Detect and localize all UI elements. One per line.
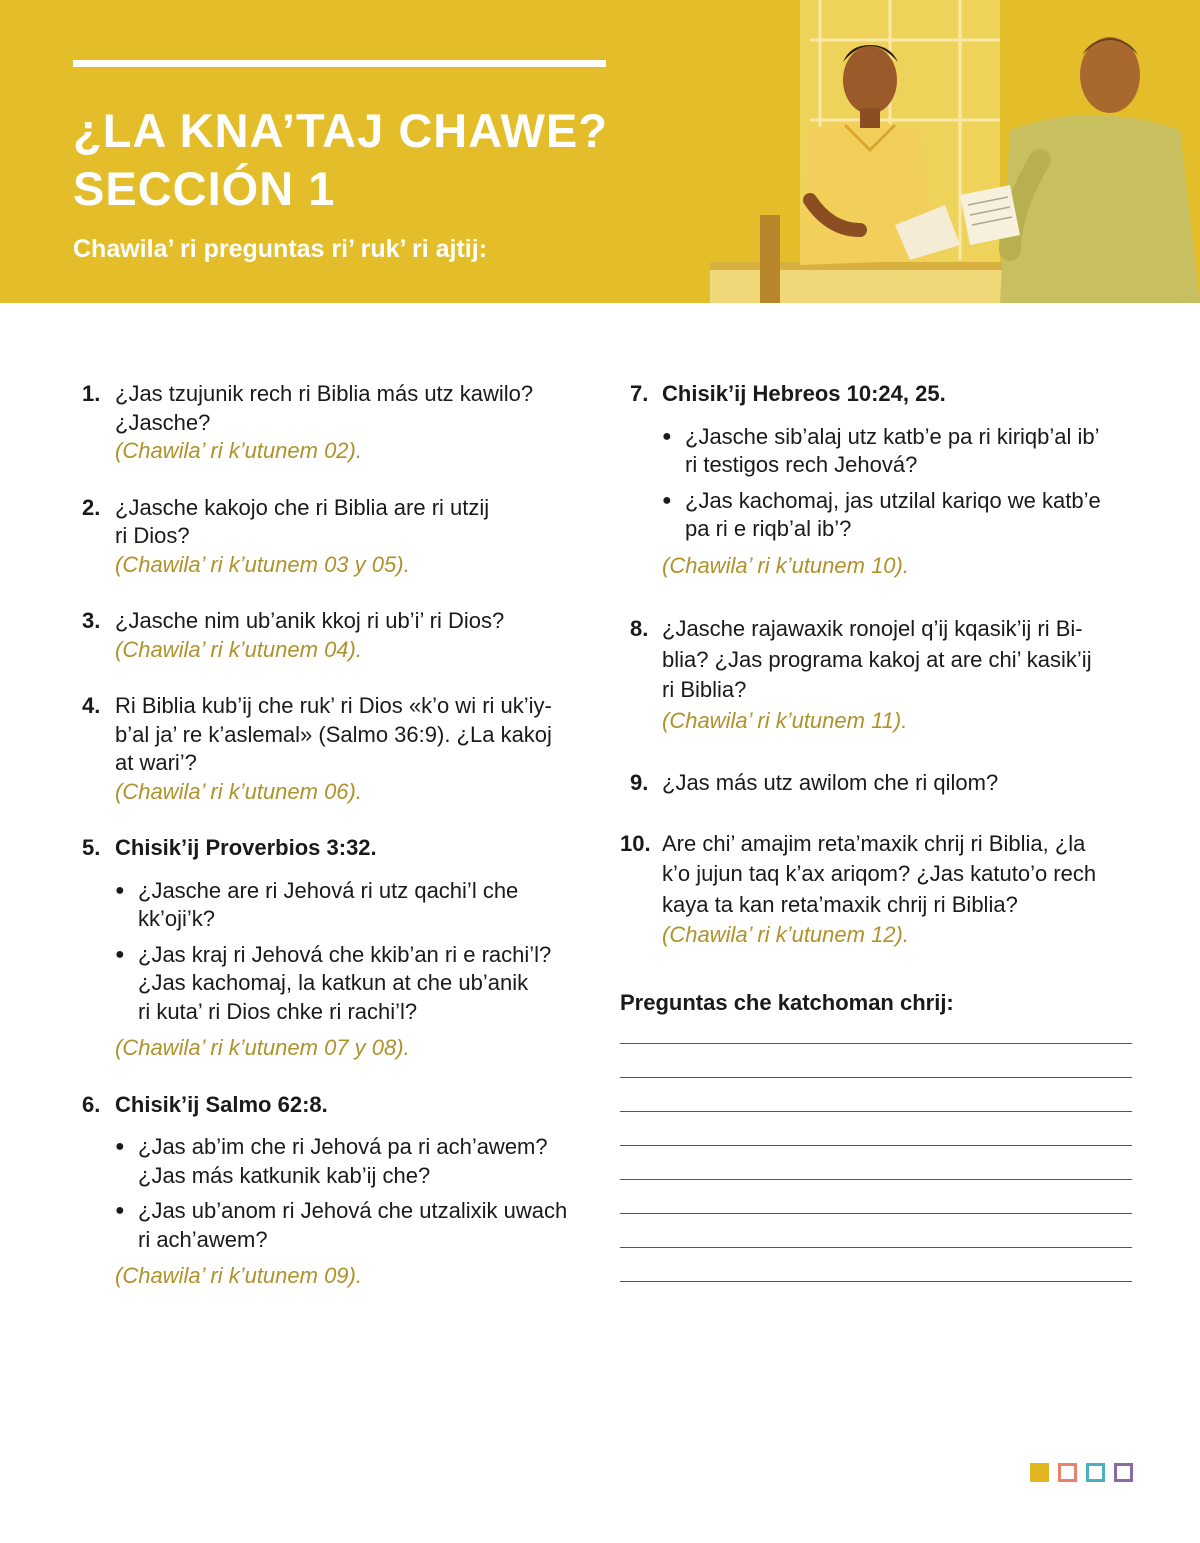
lesson-reference: (Chawila’ ri k’utunem 03 y 05). xyxy=(115,551,410,577)
title-line-1: ¿LA KNA’TAJ CHAWE? xyxy=(73,104,608,157)
question-3 xyxy=(80,607,590,664)
question-text: ri Dios? xyxy=(115,523,190,548)
bullet-text: ri testigos rech Jehová? xyxy=(685,452,918,477)
filled-square-icon xyxy=(1030,1463,1049,1482)
notes-title: Preguntas che katchoman chrij: xyxy=(620,989,954,1015)
questions-right-column xyxy=(620,380,1140,1282)
lesson-reference: (Chawila’ ri k’utunem 04). xyxy=(115,636,362,662)
question-7 xyxy=(620,380,1140,580)
question-number: 3. xyxy=(82,608,101,633)
two-men-studying-illustration xyxy=(710,0,1200,303)
lesson-reference: (Chawila’ ri k’utunem 11). xyxy=(662,707,908,733)
question-number: 2. xyxy=(82,494,101,520)
lesson-reference: (Chawila’ ri k’utunem 07 y 08). xyxy=(115,1035,410,1060)
header-banner xyxy=(0,0,1200,303)
note-writing-line[interactable] xyxy=(620,1247,1132,1248)
bullet-list xyxy=(115,1133,590,1254)
bullet-text: ri ach’awem? xyxy=(138,1226,268,1252)
lesson-reference: (Chawila’ ri k’utunem 06). xyxy=(115,778,362,804)
question-8 xyxy=(620,614,1140,736)
question-heading: Chisik’ij Proverbios 3:32. xyxy=(115,835,377,860)
lesson-reference: (Chawila’ ri k’utunem 12). xyxy=(662,922,909,947)
outline-square-icon xyxy=(1058,1463,1077,1482)
question-number: 9. xyxy=(630,770,649,795)
bullet-item xyxy=(662,487,1140,544)
question-text: at wari’? xyxy=(115,750,197,775)
page-title xyxy=(73,102,608,218)
decorative-squares xyxy=(1030,1463,1133,1482)
bullet-text: ¿Jas más katkunik kab’ij che? xyxy=(138,1162,431,1188)
question-text: ¿Jasche nim ub’anik kkoj ri ub’i’ ri Dios? xyxy=(115,608,505,633)
note-writing-line[interactable] xyxy=(620,1281,1132,1282)
bullet-item xyxy=(115,1133,590,1190)
bullet-item xyxy=(115,1197,590,1254)
outline-square-icon xyxy=(1114,1463,1133,1482)
bullet-text: ● ¿Jas kachomaj, jas utzilal kariqo we katb’e xyxy=(685,487,1101,513)
question-text: ¿Jasche rajawaxik ronojel q’ij kqasik’ij ri Bi- xyxy=(662,616,1083,641)
page-subtitle: Chawila’ ri preguntas ri’ ruk’ ri ajtij: xyxy=(73,235,488,263)
question-text: ri Biblia? xyxy=(662,677,747,702)
bullet-text: kk’oji’k? xyxy=(138,906,216,931)
question-text: ¿Jas tzujunik rech ri Biblia más utz kawilo? xyxy=(115,381,534,406)
bullet-text: ● ¿Jas ub’anom ri Jehová che utzalixik uwach xyxy=(138,1198,568,1223)
bullet-text: pa ri e riqb’al ib’? xyxy=(685,516,852,541)
bullet-text: ● ¿Jas kraj ri Jehová che kkib’an ri e rachi’l? xyxy=(138,941,552,967)
note-writing-line[interactable] xyxy=(620,1213,1132,1214)
question-heading: Chisik’ij Salmo 62:8. xyxy=(115,1091,328,1117)
question-4 xyxy=(80,692,590,806)
note-writing-line[interactable] xyxy=(620,1111,1132,1112)
question-number: 4. xyxy=(82,693,101,718)
question-number: 6. xyxy=(82,1091,101,1117)
notes-section xyxy=(620,989,1140,1282)
question-2 xyxy=(80,494,590,580)
question-text: kaya ta kan reta’maxik chrij ri Biblia? xyxy=(662,891,1018,917)
question-heading: Chisik’ij Hebreos 10:24, 25. xyxy=(662,381,946,406)
bullet-text: ● ¿Jas ab’im che ri Jehová pa ri ach’awem? xyxy=(138,1134,548,1159)
note-writing-line[interactable] xyxy=(620,1043,1132,1044)
note-writing-line[interactable] xyxy=(620,1179,1132,1180)
note-writing-line[interactable] xyxy=(620,1145,1132,1146)
bullet-item xyxy=(115,941,590,1027)
question-text: k’o jujun taq k’ax ariqom? ¿Jas katuto’o rech xyxy=(662,861,1097,886)
questions-left-column xyxy=(80,380,590,1291)
question-number: 1. xyxy=(82,381,101,406)
bullet-text: ● ¿Jasche are ri Jehová ri utz qachi’l che xyxy=(138,877,519,903)
bullet-text: ri kuta’ ri Dios chke ri rachi’l? xyxy=(138,998,418,1024)
question-text: Are chi’ amajim reta’maxik chrij ri Biblia, ¿la xyxy=(662,830,1086,856)
question-text: ¿Jasche? xyxy=(115,409,211,435)
bullet-item xyxy=(115,877,590,934)
header-rule xyxy=(73,60,606,67)
bullet-list xyxy=(115,877,590,1027)
outline-square-icon xyxy=(1086,1463,1105,1482)
question-number: 5. xyxy=(82,835,101,860)
bullet-list xyxy=(662,423,1140,544)
question-text: ¿Jas más utz awilom che ri qilom? xyxy=(662,770,999,795)
lesson-reference: (Chawila’ ri k’utunem 02). xyxy=(115,438,362,463)
question-text: ¿Jasche kakojo che ri Biblia are ri utzij xyxy=(115,494,490,520)
question-number: 8. xyxy=(630,616,649,641)
question-text: b’al ja’ re k’aslemal» (Salmo 36:9). ¿La kakoj xyxy=(115,721,552,747)
question-5 xyxy=(80,834,590,1063)
bullet-item xyxy=(662,423,1140,480)
note-writing-line[interactable] xyxy=(620,1077,1132,1078)
lesson-reference: (Chawila’ ri k’utunem 09). xyxy=(115,1263,362,1288)
question-9 xyxy=(620,768,1140,799)
bullet-text: ● ¿Jasche sib’alaj utz katb’e pa ri kiriqb’al ib’ xyxy=(685,423,1100,449)
question-text: blia? ¿Jas programa kakoj at are chi’ kasik’ij xyxy=(662,646,1092,672)
question-number: 7. xyxy=(630,381,649,406)
question-1 xyxy=(80,380,590,466)
question-10 xyxy=(620,829,1140,951)
bullet-text: ¿Jas kachomaj, la katkun at che ub’anik xyxy=(138,970,529,995)
lesson-reference: (Chawila’ ri k’utunem 10). xyxy=(662,552,909,578)
question-6 xyxy=(80,1091,590,1291)
question-text: Ri Biblia kub’ij che ruk’ ri Dios «k’o wi ri uk’iy- xyxy=(115,693,552,718)
title-line-2: SECCIÓN 1 xyxy=(73,162,336,215)
question-number: 10. xyxy=(620,830,651,856)
